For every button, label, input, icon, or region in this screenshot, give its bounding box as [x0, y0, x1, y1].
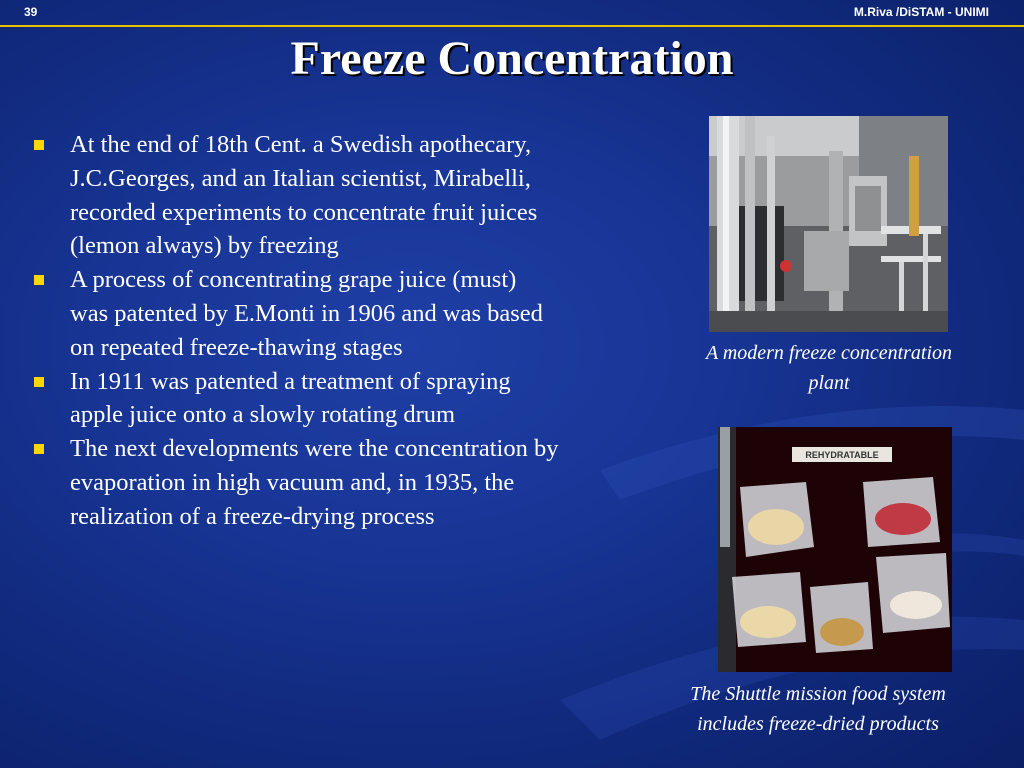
- square-bullet-icon: [34, 140, 44, 150]
- bullet-item: [30, 128, 560, 263]
- slide-number: 39: [24, 5, 38, 19]
- bullet-item: [30, 263, 560, 364]
- plant-photo-caption: A modern freeze concentration plant: [705, 342, 953, 394]
- bullet-text: The next developments were the concentration by evaporation in high vacuum and, in 1935, the realization of a freeze-drying process: [70, 435, 559, 530]
- bullet-text: In 1911 was patented a treatment of spraying apple juice onto a slowly rotating drum: [70, 367, 511, 429]
- bullet-item: [30, 432, 560, 533]
- bullet-list: [30, 128, 560, 534]
- shuttle-food-photo: [718, 427, 952, 672]
- header-divider: [0, 25, 1024, 27]
- rehydratable-label: REHYDRATABLE: [805, 450, 879, 460]
- author-label: M.Riva /DiSTAM - UNIMI: [853, 5, 989, 19]
- square-bullet-icon: [34, 377, 44, 387]
- food-photo-caption: The Shuttle mission food system includes freeze-dried products: [690, 683, 946, 735]
- square-bullet-icon: [34, 275, 44, 285]
- square-bullet-icon: [34, 444, 44, 454]
- bullet-text: A process of concentrating grape juice (must) was patented by E.Monti in 1906 and was based on repeated freeze-thawing stages: [70, 266, 543, 361]
- bullet-item: [30, 365, 560, 433]
- freeze-concentration-plant-photo: [709, 116, 948, 332]
- slide-title: Freeze Concentration: [290, 32, 734, 85]
- bullet-text: At the end of 18th Cent. a Swedish apothecary, J.C.Georges, and an Italian scientist, Mirabelli, recorded experiments to concentrate fruit juices (lemon always) by freezing: [70, 131, 538, 260]
